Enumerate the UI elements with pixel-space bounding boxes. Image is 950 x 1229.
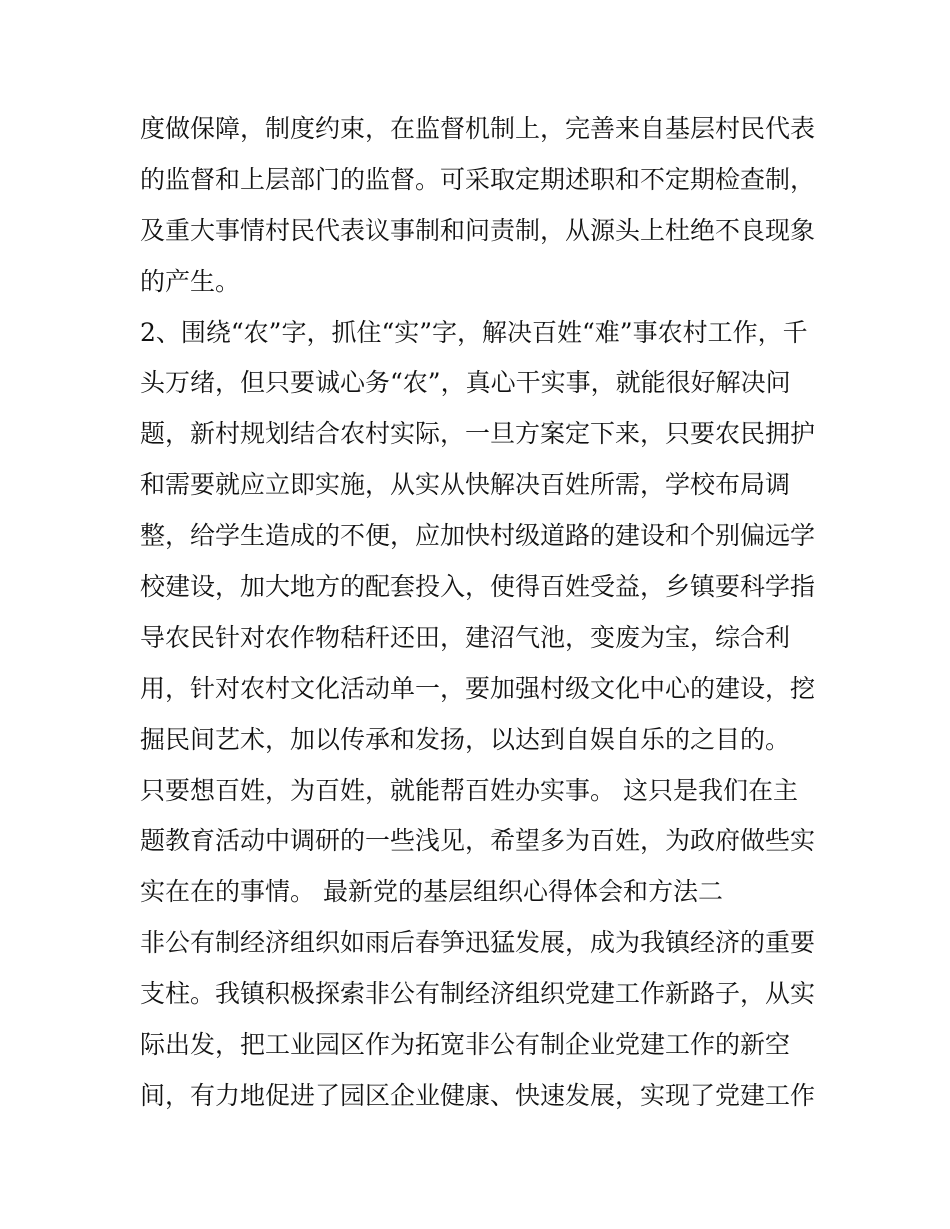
- text-line: 度做保障，制度约束，在监督机制上，完善来自基层村民代表: [140, 114, 816, 143]
- text-line: 及重大事情村民代表议事制和问责制，从源头上杜绝不良现象: [140, 215, 816, 245]
- text-line: 间，有力地促进了园区企业健康、快速发展，实现了党建工作: [140, 1080, 816, 1110]
- text-line: 整，给学生造成的不便，应加快村级道路的建设和个别偏远学: [140, 521, 816, 551]
- text-line: 和需要就应立即实施，从实从快解决百姓所需，学校布局调: [140, 470, 791, 500]
- text-line: 的监督和上层部门的监督。可采取定期述职和不定期检查制，: [140, 164, 816, 194]
- body-text: [140, 104, 820, 1122]
- text-line: 用，针对农村文化活动单一，要加强村级文化中心的建设，挖: [140, 673, 816, 703]
- text-line: 只要想百姓，为百姓，就能帮百姓办实事。 这只是我们在主: [140, 775, 798, 805]
- text-line: 掘民间艺术，加以传承和发扬，以达到自娱自乐的之目的。: [140, 724, 791, 754]
- text-line: 2、围绕“农”字，抓住“实”字，解决百姓“难”事农村工作，千: [140, 317, 808, 347]
- text-line: 实在在的事情。 最新党的基层组织心得体会和方法二: [140, 877, 723, 907]
- text-line: 题教育活动中调研的一些浅见，希望多为百姓，为政府做些实: [140, 826, 816, 856]
- text-line: 导农民针对农作物秸秆还田，建沼气池，变废为宝，综合利: [140, 622, 791, 652]
- text-line: 的产生。: [140, 266, 241, 296]
- text-line: 非公有制经济组织如雨后春笋迅猛发展，成为我镇经济的重要: [140, 928, 816, 958]
- text-line: 支柱。我镇积极探索非公有制经济组织党建工作新路子，从实: [140, 979, 816, 1009]
- text-line: 际出发，把工业园区作为拓宽非公有制企业党建工作的新空: [140, 1030, 791, 1060]
- text-line: 校建设，加大地方的配套投入，使得百姓受益，乡镇要科学指: [140, 572, 816, 602]
- text-line: 题，新村规划结合农村实际，一旦方案定下来，只要农民拥护: [140, 419, 816, 449]
- text-line: 头万绪，但只要诚心务“农”，真心干实事，就能很好解决问: [140, 368, 791, 398]
